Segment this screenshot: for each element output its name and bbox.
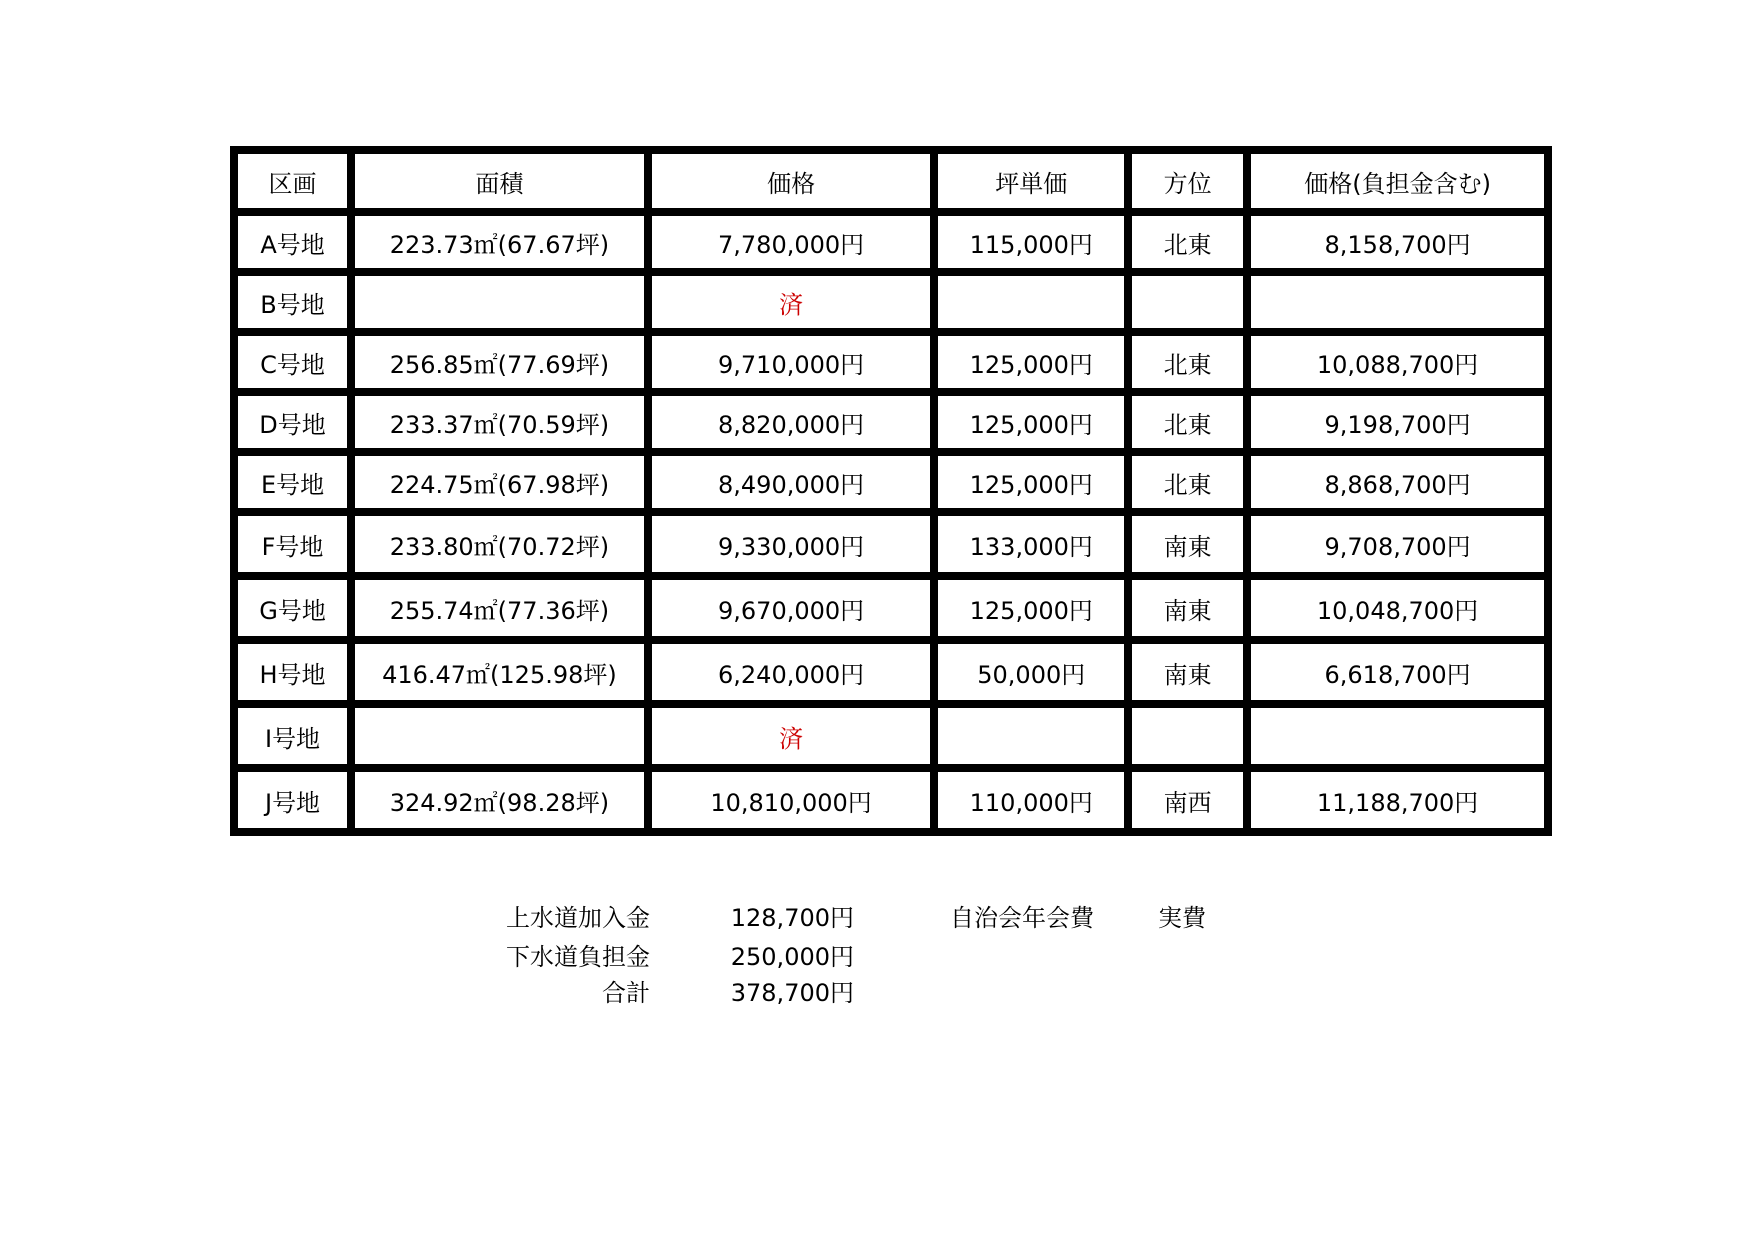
cell-total: 10,088,700円 — [1249, 334, 1546, 390]
water-fee-label: 上水道加入金 — [506, 904, 650, 932]
cell-price: 8,820,000円 — [650, 394, 933, 450]
header-direction: 方位 — [1130, 152, 1245, 210]
cell-area: 416.47㎡(125.98坪) — [353, 642, 646, 702]
cell-direction: 南東 — [1130, 578, 1245, 638]
sold-marker: 済 — [650, 706, 933, 766]
cell-total: 6,618,700円 — [1249, 642, 1546, 702]
cell-area: 224.75㎡(67.98坪) — [353, 454, 646, 510]
header-area: 面積 — [353, 152, 646, 210]
cell-lot: H号地 — [236, 642, 349, 702]
sold-marker: 済 — [650, 274, 933, 330]
cell-price: 10,810,000円 — [650, 770, 933, 830]
cell-total: 8,868,700円 — [1249, 454, 1546, 510]
cell-area: 223.73㎡(67.67坪) — [353, 214, 646, 270]
cell-direction: 南西 — [1130, 770, 1245, 830]
association-fee-value: 実費 — [1158, 904, 1206, 932]
cell-area: 255.74㎡(77.36坪) — [353, 578, 646, 638]
header-price: 価格 — [650, 152, 933, 210]
sewer-fee-value: 250,000円 — [730, 943, 854, 971]
cell-direction: 南東 — [1130, 514, 1245, 574]
cell-lot: A号地 — [236, 214, 349, 270]
cell-lot: I号地 — [236, 706, 349, 766]
header-total: 価格(負担金含む) — [1249, 152, 1546, 210]
cell-direction: 北東 — [1130, 454, 1245, 510]
cell-price: 9,710,000円 — [650, 334, 933, 390]
cell-total: 9,198,700円 — [1249, 394, 1546, 450]
cell-total: 9,708,700円 — [1249, 514, 1546, 574]
header-unit-price: 坪単価 — [936, 152, 1126, 210]
cell-lot: C号地 — [236, 334, 349, 390]
cell-lot: E号地 — [236, 454, 349, 510]
header-lot: 区画 — [236, 152, 349, 210]
fees-total-value: 378,700円 — [730, 979, 854, 1007]
water-fee-value: 128,700円 — [730, 904, 854, 932]
cell-direction: 北東 — [1130, 394, 1245, 450]
cell-area: 256.85㎡(77.69坪) — [353, 334, 646, 390]
cell-total: 10,048,700円 — [1249, 578, 1546, 638]
cell-direction: 南東 — [1130, 642, 1245, 702]
cell-lot: D号地 — [236, 394, 349, 450]
cell-direction: 北東 — [1130, 214, 1245, 270]
cell-unit-price: 125,000円 — [936, 334, 1126, 390]
sewer-fee-label: 下水道負担金 — [506, 943, 650, 971]
cell-lot: G号地 — [236, 578, 349, 638]
cell-price: 9,670,000円 — [650, 578, 933, 638]
cell-direction: 北東 — [1130, 334, 1245, 390]
association-fee-label: 自治会年会費 — [950, 904, 1094, 932]
cell-price: 8,490,000円 — [650, 454, 933, 510]
cell-unit-price: 125,000円 — [936, 394, 1126, 450]
cell-lot: J号地 — [236, 770, 349, 830]
cell-price: 7,780,000円 — [650, 214, 933, 270]
cell-unit-price: 133,000円 — [936, 514, 1126, 574]
cell-price: 9,330,000円 — [650, 514, 933, 574]
cell-unit-price: 125,000円 — [936, 578, 1126, 638]
cell-unit-price: 115,000円 — [936, 214, 1126, 270]
cell-area: 324.92㎡(98.28坪) — [353, 770, 646, 830]
cell-unit-price: 125,000円 — [936, 454, 1126, 510]
cell-area: 233.80㎡(70.72坪) — [353, 514, 646, 574]
cell-unit-price: 110,000円 — [936, 770, 1126, 830]
cell-total: 11,188,700円 — [1249, 770, 1546, 830]
cell-area: 233.37㎡(70.59坪) — [353, 394, 646, 450]
cell-unit-price: 50,000円 — [936, 642, 1126, 702]
cell-total: 8,158,700円 — [1249, 214, 1546, 270]
fees-total-label: 合計 — [602, 979, 650, 1007]
cell-lot: B号地 — [236, 274, 349, 330]
cell-lot: F号地 — [236, 514, 349, 574]
cell-price: 6,240,000円 — [650, 642, 933, 702]
